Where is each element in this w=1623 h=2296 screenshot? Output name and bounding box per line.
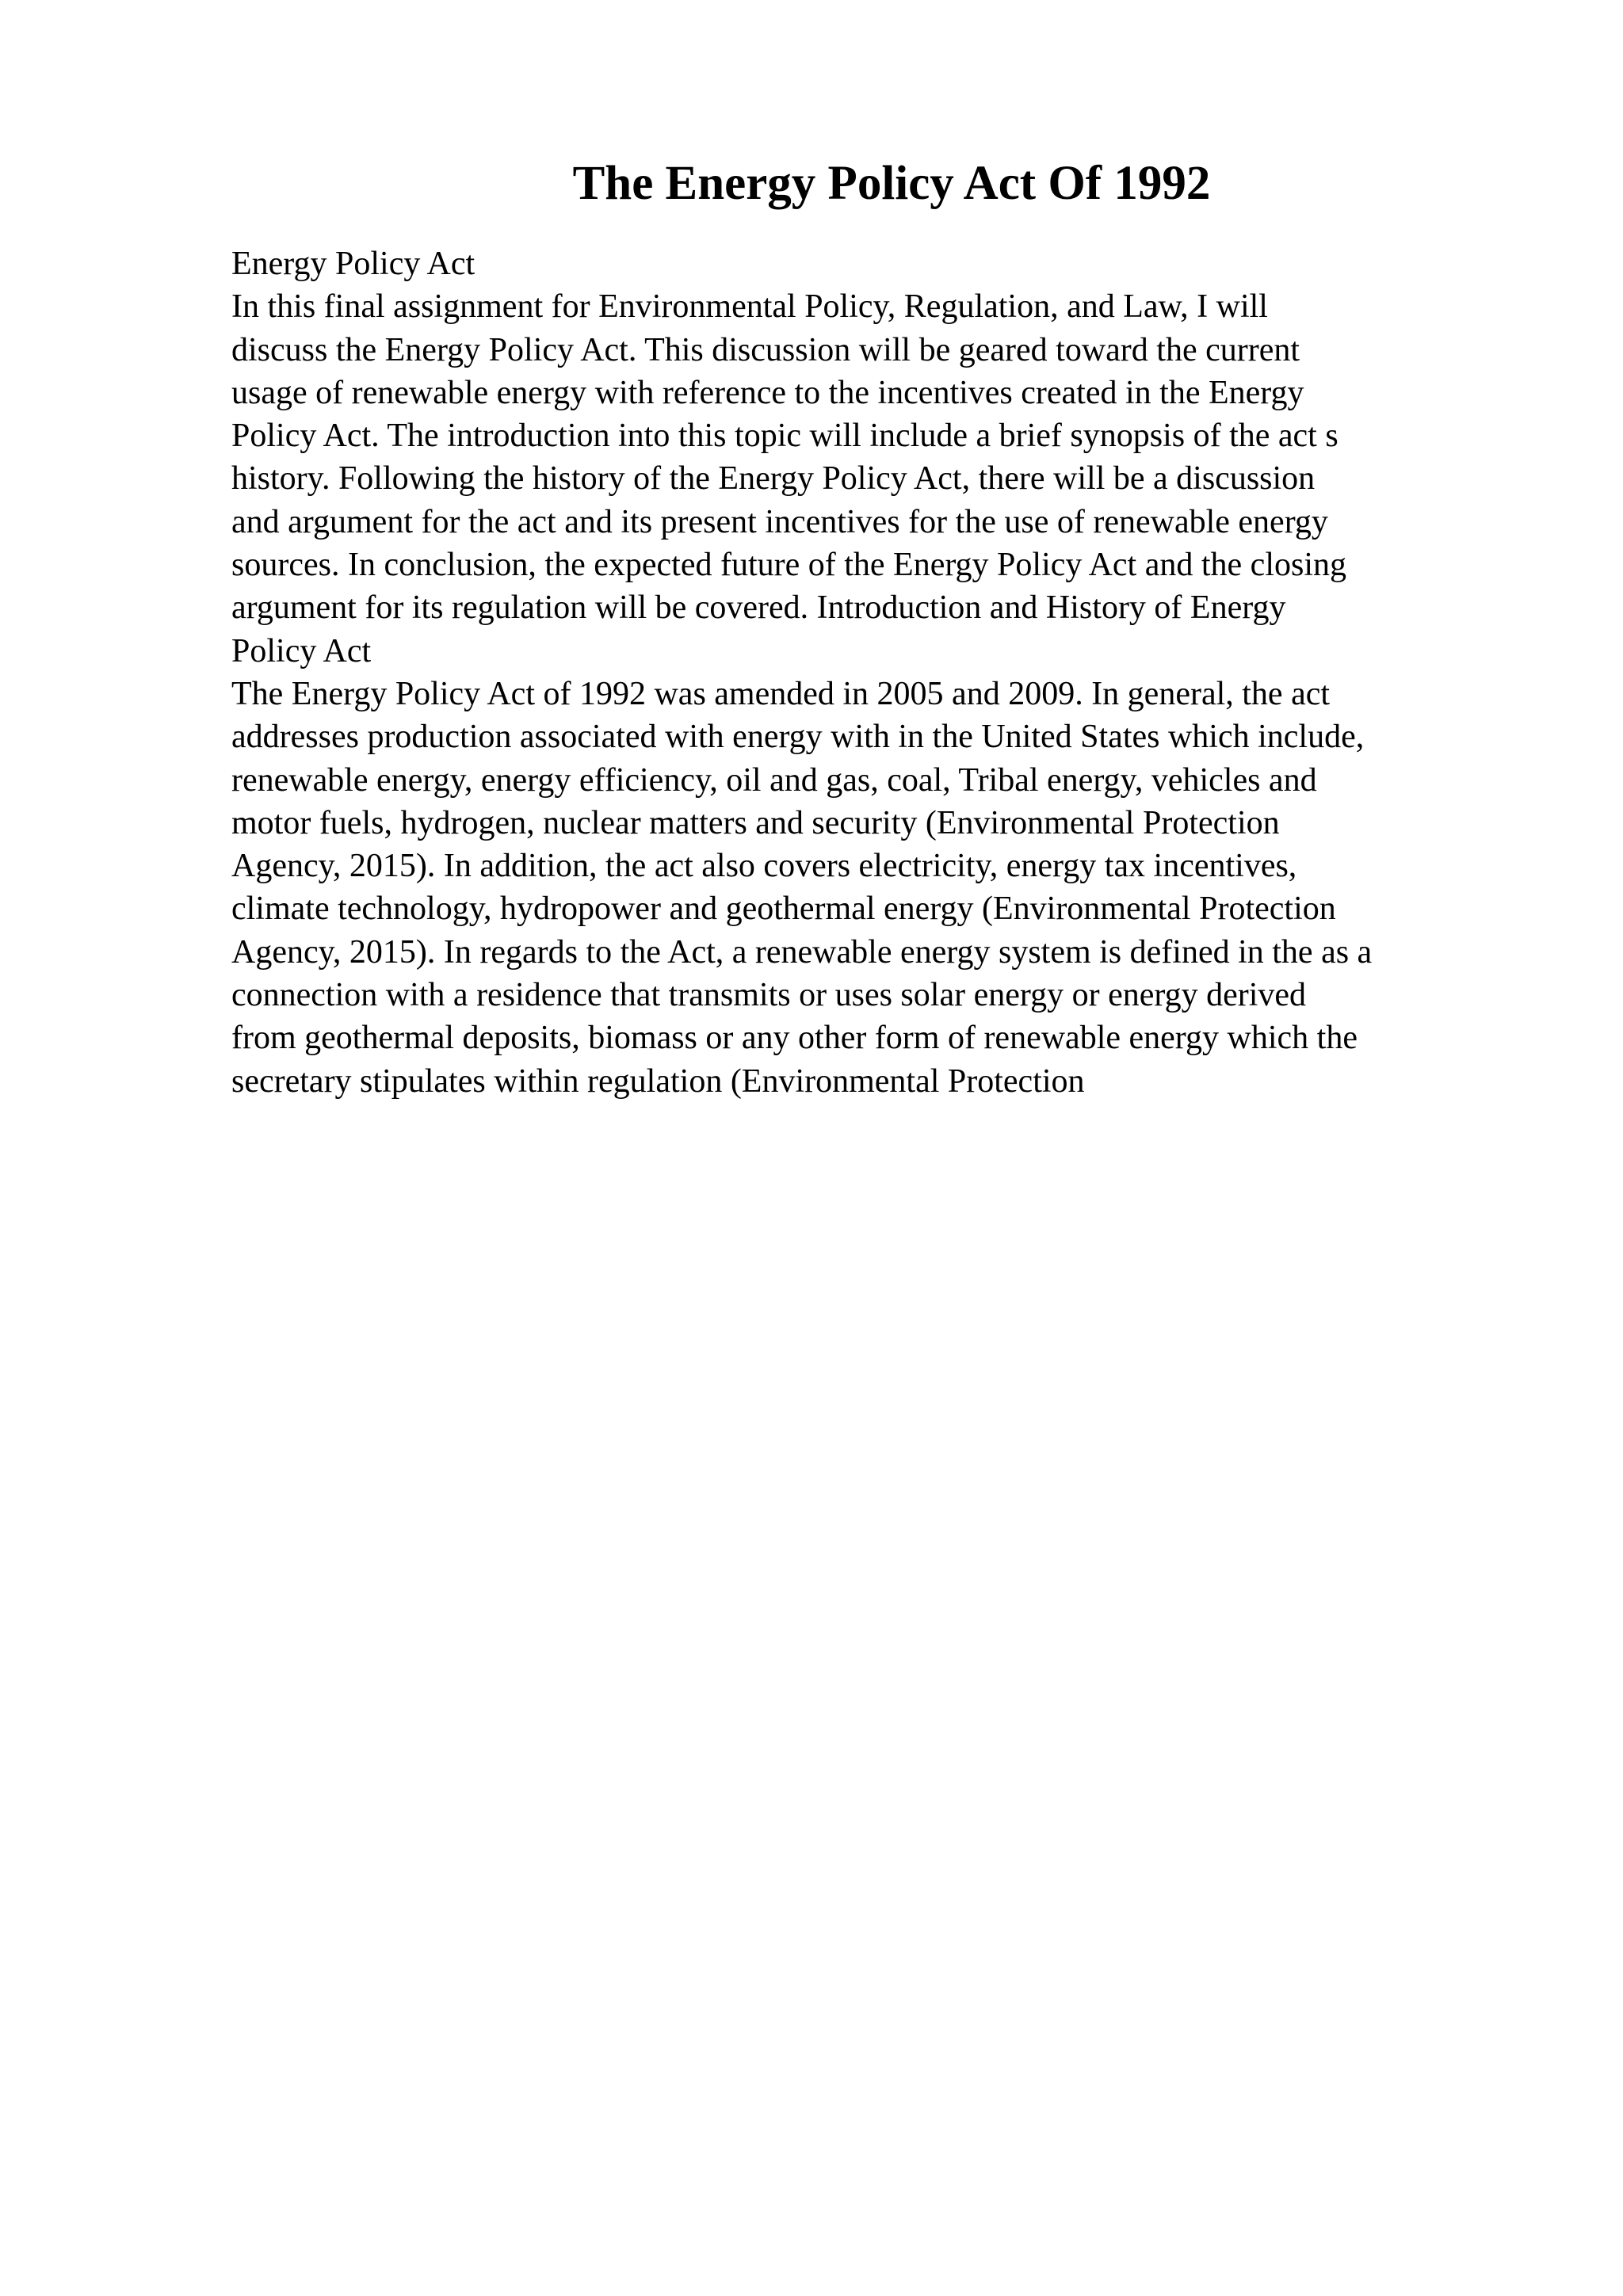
body-line: sources. In conclusion, the expected future of the Energy Policy Act and the closing	[231, 547, 1346, 584]
body-line: Agency, 2015). In addition, the act also covers electricity, energy tax incentives,	[231, 848, 1297, 885]
body-line: Policy Act. The introduction into this topic will include a brief synopsis of the act s	[231, 418, 1338, 455]
body-line: renewable energy, energy efficiency, oil and gas, coal, Tribal energy, vehicles and	[231, 761, 1317, 799]
body-line: and argument for the act and its present incentives for the use of renewable energy	[231, 503, 1328, 540]
body-line: discuss the Energy Policy Act. This discussion will be geared toward the current	[231, 331, 1300, 368]
body-line: addresses production associated with energy with in the United States which include,	[231, 719, 1365, 756]
body-line: from geothermal deposits, biomass or any other form of renewable energy which the	[231, 1020, 1358, 1057]
body-line: usage of renewable energy with reference to the incentives created in the Energy	[231, 374, 1304, 411]
document-body	[231, 242, 1531, 1103]
body-line: Policy Act	[231, 632, 372, 669]
document-title: The Energy Policy Act Of 1992	[572, 157, 1211, 210]
body-line: history. Following the history of the Energy Policy Act, there will be a discussion	[231, 460, 1316, 498]
body-line: Agency, 2015). In regards to the Act, a renewable energy system is defined in the as a	[231, 933, 1373, 971]
body-line: In this final assignment for Environmental Policy, Regulation, and Law, I will	[231, 288, 1268, 326]
body-line: motor fuels, hydrogen, nuclear matters and security (Environmental Protection	[231, 804, 1280, 841]
body-line: secretary stipulates within regulation (Environmental Protection	[231, 1062, 1085, 1100]
body-line: The Energy Policy Act of 1992 was amended in 2005 and 2009. In general, the act	[231, 675, 1331, 712]
body-line: climate technology, hydropower and geothermal energy (Environmental Protection	[231, 891, 1336, 928]
body-line: argument for its regulation will be covered. Introduction and History of Energy	[231, 589, 1286, 627]
body-line: Energy Policy Act	[231, 246, 475, 282]
body-line: connection with a residence that transmits or uses solar energy or energy derived	[231, 977, 1307, 1014]
